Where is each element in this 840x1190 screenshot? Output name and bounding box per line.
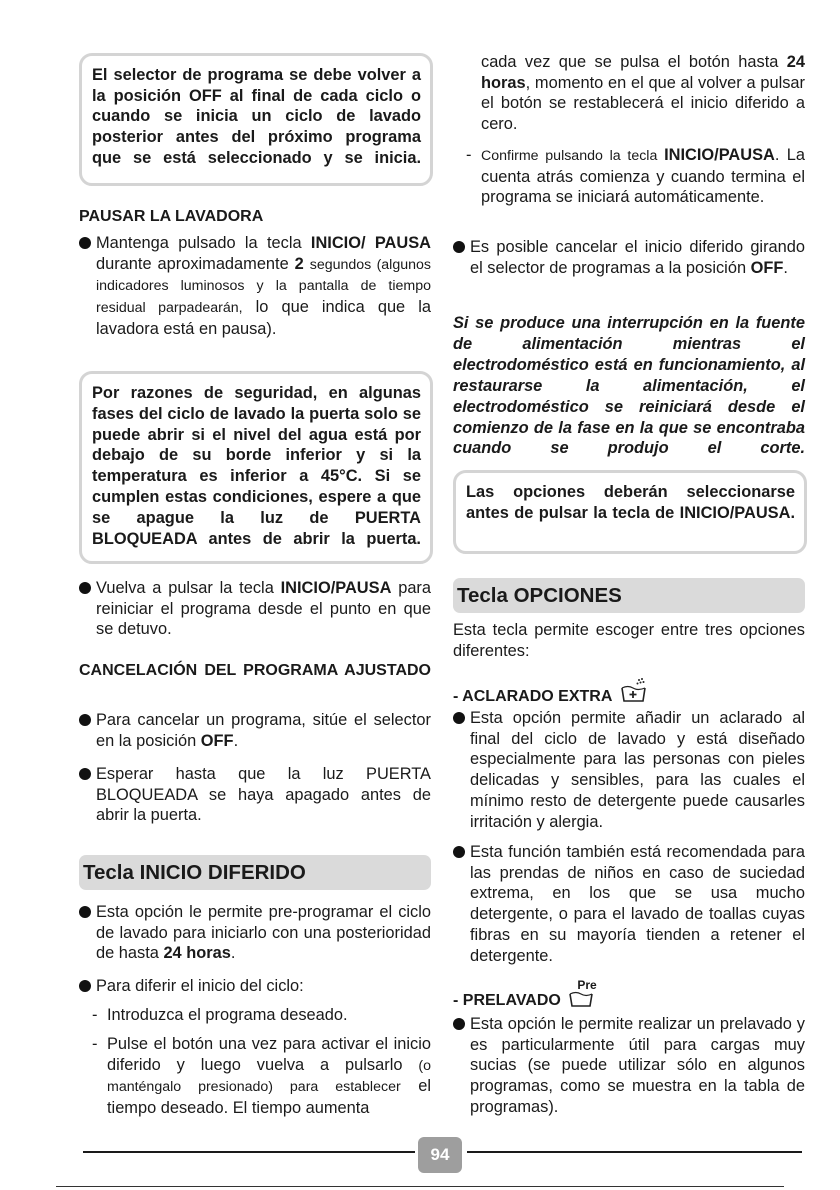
bullet-dot-icon: [453, 1018, 465, 1030]
notice-box-options: [453, 470, 807, 554]
dash-item-2: - Pulse el botón una vez para activar el inicio diferido y luego vuelva a pulsarlo (o manténgalo presionado) para establecer el tiempo deseado. El tiempo aumenta: [92, 1035, 431, 1118]
pause-bullet: Mantenga pulsado la tecla INICIO/ PAUSA durante aproximadamente 2 segundos (algunos indicadores luminosos y la pantalla de tiempo residual parpadearán, lo que indica que la lavadora está en pausa).: [79, 233, 431, 340]
page-bottom-rule: [56, 1186, 784, 1187]
notice-text: Por razones de seguridad, en algunas fases del ciclo de lavado la puerta solo se puede abrir si el nivel del agua está por debajo de su borde inferior y si la temperatura es inferior a 45°C. Si se cumplen estas condiciones, espere a que se apague la luz de PUERTA BLOQUEADA antes de abrir la puerta.: [92, 384, 421, 548]
extra-rinse-heading: - ACLARADO EXTRA: [453, 676, 805, 711]
bullet-dot-icon: [79, 582, 91, 594]
notice-text: El selector de programa se debe volver a la posición OFF al final de cada ciclo o cuando se inicia un ciclo de lavado posterior antes del próximo programa que se está seleccionado y se inicia.: [92, 66, 421, 167]
cancel-bullet-1: Para cancelar un programa, sitúe el selector en la posición OFF.: [79, 710, 431, 751]
options-intro: Esta tecla permite escoger entre tres opciones diferentes:: [453, 621, 805, 660]
power-interruption-note: Si se produce una interrupción en la fuente de alimentación mientras el electrodoméstico está en funcionamiento, al restaurarse la alimentación, el electrodoméstico se reiniciará desde el comienzo de la fase en la que se encontraba cuando se produjo el corte.: [453, 314, 805, 458]
extra-rinse-icon: [619, 676, 649, 711]
resume-bullet: Vuelva a pulsar la tecla INICIO/PAUSA para reiniciar el programa desde el punto en que se detuvo.: [79, 578, 431, 640]
key-inicio-pausa: INICIO/ PAUSA: [310, 234, 431, 252]
bullet-dot-icon: [79, 768, 91, 780]
pause-heading: PAUSAR LA LAVADORA: [79, 208, 264, 225]
bullet-dot-icon: [453, 712, 465, 724]
dash-item-1: - Introduzca el programa deseado.: [92, 1006, 348, 1024]
bullet-dot-icon: [79, 714, 91, 726]
cancel-bullet-2: Esperar hasta que la luz PUERTA BLOQUEADA se haya apagado antes de abrir la puerta.: [79, 764, 431, 826]
delay-bullet-1: Esta opción le permite pre-programar el ciclo de lavado para iniciarlo con una posterioridad de hasta 24 horas.: [79, 902, 431, 964]
cancel-heading: CANCELACIÓN DEL PROGRAMA AJUSTADO: [79, 662, 431, 679]
notice-box-selector: [79, 53, 433, 186]
bullet-dot-icon: [453, 846, 465, 858]
bullet-dot-icon: [79, 237, 91, 249]
extra-rinse-bullet-2: Esta función también está recomendada para las prendas de niños en caso de suciedad extrema, en los que se usa mucho detergente, o para el lavado de toallas cuyas fibras en su mayoría tienden a retener el detergente.: [453, 842, 805, 966]
bullet-dot-icon: [453, 241, 465, 253]
prewash-heading: - PRELAVADO Pre: [453, 984, 805, 1012]
section-title-opciones: Tecla OPCIONES: [453, 578, 805, 613]
extra-rinse-bullet-1: Esta opción permite añadir un aclarado al final del ciclo de lavado y está diseñado especialmente para las personas con pieles delicadas y sensibles, para las cuales el mínimo resto de detergente puede causarles irritación y alergia.: [453, 708, 805, 832]
notice-box-door-safety: [79, 371, 433, 564]
footer-rule-left: [83, 1151, 415, 1153]
page-number: 94: [418, 1137, 462, 1173]
section-title-inicio-diferido: Tecla INICIO DIFERIDO: [79, 855, 431, 890]
prewash-bullet: Esta opción le permite realizar un prelavado y es particularmente útil para cargas muy sucias (se puede utilizar sólo en algunos programas, como se muestra en la tabla de programas).: [453, 1014, 805, 1118]
notice-text: Las opciones deberán seleccionarse antes de pulsar la tecla de INICIO/PAUSA.: [466, 483, 795, 522]
dash-item-3: - Confirme pulsando la tecla INICIO/PAUSA. La cuenta atrás comienza y cuando termina el programa se iniciará automáticamente.: [466, 146, 806, 207]
bullet-dot-icon: [79, 906, 91, 918]
footer-rule-right: [467, 1151, 802, 1153]
continued-dash-text: cada vez que se pulsa el botón hasta 24 horas, momento en el que al volver a pulsar el botón se restablecerá el inicio diferido a cero.: [481, 53, 805, 134]
prewash-icon: Pre: [568, 984, 602, 1008]
bullet-dot-icon: [79, 980, 91, 992]
delay-bullet-2: Para diferir el inicio del ciclo:: [79, 976, 431, 997]
cancel-delay-bullet: Es posible cancelar el inicio diferido girando el selector de programas a la posición OFF.: [453, 237, 805, 278]
